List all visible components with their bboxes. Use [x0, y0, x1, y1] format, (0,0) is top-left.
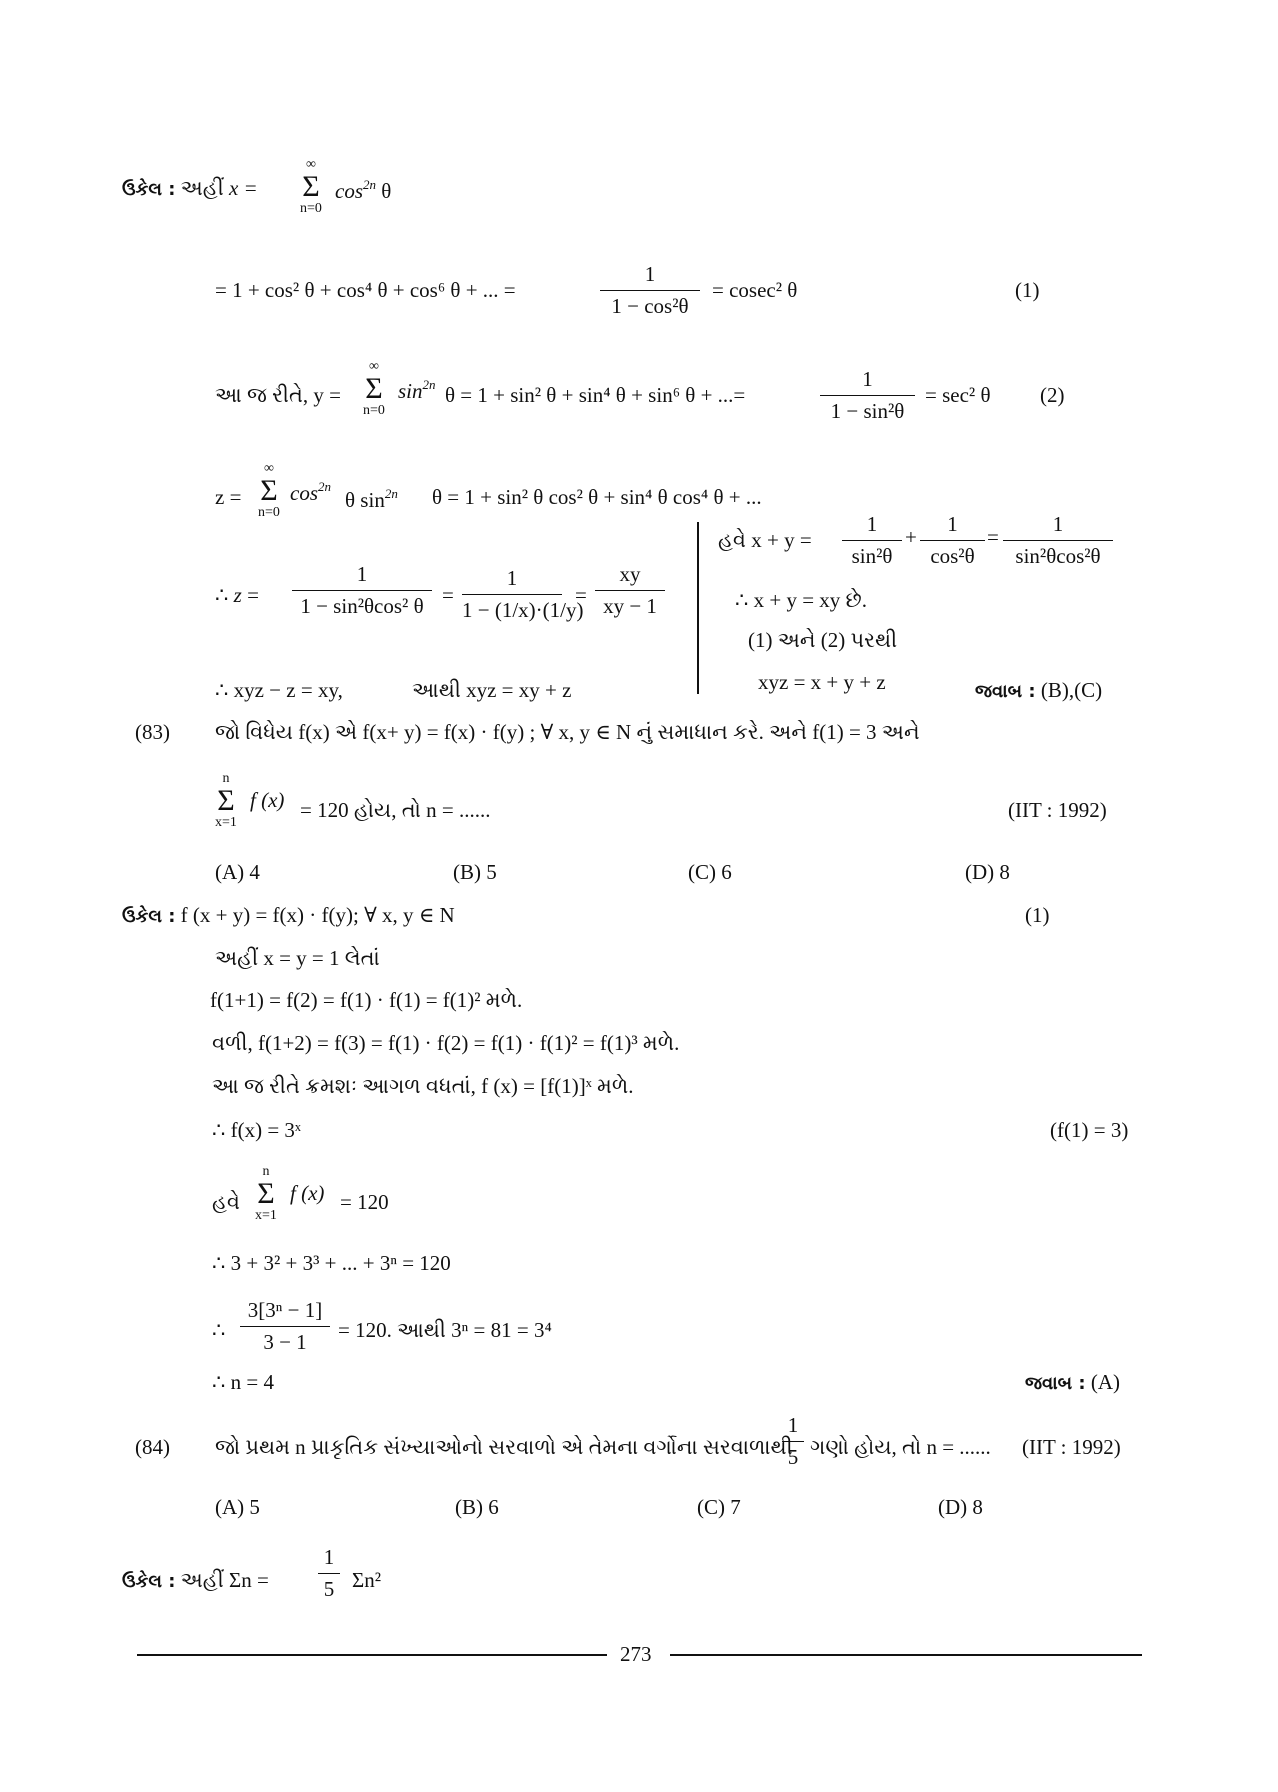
side-frac-c	[1003, 512, 1113, 569]
sum-z	[258, 462, 280, 520]
cos-term: $\cos^{2n}$	[290, 479, 331, 505]
equation-tag-2: (2)	[1040, 383, 1065, 407]
sol83-sum	[255, 1165, 277, 1223]
q84-option-a: (A) 5	[215, 1495, 260, 1519]
sol83-l7-lead: હવે	[212, 1190, 241, 1214]
answer-83	[1025, 1372, 1120, 1393]
sum-z-top: ∞	[263, 461, 274, 476]
sum-x	[300, 158, 322, 216]
x-frac-num: 1	[644, 262, 656, 286]
frac-bar	[1003, 540, 1113, 541]
page-number: 273	[620, 1642, 652, 1666]
frac-bar	[462, 594, 562, 595]
q84-frac-num: 1	[787, 1413, 799, 1437]
sol84-fraction	[318, 1545, 340, 1602]
q83-tail: = 120 હોય, તો n = ......	[300, 798, 491, 822]
side-line-1: હવે x + y =	[718, 528, 812, 552]
equals-sign: =	[575, 583, 587, 607]
q84-option-d: (D) 8	[938, 1495, 983, 1519]
side-line-4: xyz = x + y + z	[758, 670, 886, 694]
xyz-line: ∴ xyz − z = xy,	[215, 678, 343, 702]
y-result: = sec² θ	[925, 383, 991, 407]
solution-label-text: ઉકેલ :	[122, 179, 176, 200]
sol83-l3: f(1+1) = f(2) = f(1) · f(1) = f(1)² મળે.	[210, 988, 523, 1012]
q83-option-a: (A) 4	[215, 860, 260, 884]
sol83-l8: ∴ 3 + 3² + 3³ + ... + 3ⁿ = 120	[212, 1251, 451, 1275]
cos-word: cos	[335, 179, 363, 203]
sum-y-bottom: n=0	[363, 403, 385, 418]
sol83-l1	[122, 905, 455, 926]
theta: θ	[381, 179, 392, 203]
footer-rule-right	[670, 1654, 1142, 1656]
sol83-l1-text: f (x + y) = f(x) · f(y); ∀ x, y ∈ N	[180, 903, 455, 927]
side-line-3: (1) અને (2) પરથી	[748, 628, 898, 652]
y-frac-den: 1 − sin²θ	[830, 399, 905, 423]
sol83-l5: આ જ રીતે ક્રમશઃ આગળ વધતાં, f (x) = [f(1)]ˣ મળે.	[212, 1074, 634, 1098]
q83-option-c: (C) 6	[688, 860, 732, 884]
z-fraction-1	[292, 562, 432, 619]
frac-bar	[842, 540, 902, 541]
frac-bar	[820, 395, 915, 396]
q83-sum-expr	[250, 790, 284, 811]
y-lead: આ જ રીતે, y =	[215, 383, 341, 407]
equation-tag-1: (1)	[1015, 278, 1040, 302]
z-mid: θ $\sin^{2n}$	[345, 486, 398, 512]
z-lead: z =	[215, 485, 242, 509]
sol83-sum-top: n	[262, 1164, 270, 1179]
x-fraction	[600, 262, 700, 319]
question-83-number: (83)	[135, 720, 170, 744]
question-84-number: (84)	[135, 1435, 170, 1459]
sum-sign: Σ	[365, 372, 383, 405]
frac-bar	[595, 590, 665, 591]
sum-sign: Σ	[260, 474, 278, 507]
side-frac-b	[920, 512, 985, 569]
q84-option-b: (B) 6	[455, 1495, 499, 1519]
q84-fraction	[782, 1413, 804, 1470]
sum-y	[363, 360, 385, 418]
side-frac-a-den: sin²θ	[851, 544, 893, 568]
solution-label-text: ઉકેલ :	[122, 906, 176, 927]
sum-x-top: ∞	[305, 157, 316, 172]
answer-82-value: (B),(C)	[1040, 678, 1103, 702]
q83-option-b: (B) 5	[453, 860, 497, 884]
sol83-l9-tail: = 120. આથી 3ⁿ = 81 = 3⁴	[338, 1318, 552, 1342]
question-84-text-a: જો પ્રથમ n પ્રાકૃતિક સંખ્યાઓનો સરવાળો એ તેમના વર્ગોના સરવાળાથી	[215, 1435, 793, 1459]
question-84-text-b: ગણો હોય, તો n = ......	[810, 1435, 991, 1459]
q83-option-d: (D) 8	[965, 860, 1010, 884]
sum-sign: Σ	[217, 784, 235, 817]
therefore-sign: ∴	[212, 1318, 226, 1342]
sol83-frac-den: 3 − 1	[263, 1330, 307, 1354]
sol83-frac-num: 3[3ⁿ − 1]	[247, 1298, 323, 1322]
sum-sign: Σ	[257, 1177, 275, 1210]
sol83-fx: f (x)	[290, 1181, 325, 1205]
sol83-l4: વળી, f(1+2) = f(3) = f(1) · f(2) = f(1) · f(1)² = f(1)³ મળે.	[212, 1031, 680, 1055]
frac-bar	[600, 290, 700, 291]
sol83-tag-1: (1)	[1025, 903, 1050, 927]
side-frac-c-num: 1	[1052, 512, 1064, 536]
frac-bar	[920, 540, 985, 541]
q84-option-c: (C) 7	[697, 1495, 741, 1519]
sol84-frac-num: 1	[323, 1545, 335, 1569]
question-83-text: જો વિધેય f(x) એ f(x+ y) = f(x) · f(y) ; ∀ x, y ∈ N નું સમાધાન કરે. અને f(1) = 3 અને	[215, 720, 920, 744]
theta-sin: θ sin	[345, 488, 385, 512]
equals-sign: =	[987, 525, 999, 549]
answer-82	[975, 680, 1102, 701]
z-frac-num: 1	[356, 562, 368, 586]
x-var: x =	[228, 176, 258, 200]
sum-z-bottom: n=0	[258, 505, 280, 520]
side-line-2: ∴ x + y = xy છે.	[735, 588, 868, 612]
sol84-frac-den: 5	[323, 1577, 335, 1601]
side-frac-c-den: sin²θcos²θ	[1015, 544, 1101, 568]
z-frac2-num: 1	[506, 566, 518, 590]
side-frac-b-num: 1	[947, 512, 958, 536]
sol83-l6: ∴ f(x) = 3ˣ	[212, 1118, 302, 1142]
x-expansion: = 1 + cos² θ + cos⁴ θ + cos⁶ θ + ... =	[215, 278, 516, 302]
q84-source: (IIT : 1992)	[1022, 1435, 1121, 1459]
side-divider	[697, 522, 699, 694]
q83-source: (IIT : 1992)	[1008, 798, 1107, 822]
frac-bar	[292, 590, 432, 591]
here-word: અહીં	[180, 176, 224, 200]
sol83-fraction	[240, 1298, 330, 1355]
z-frac2-den: 1 − (1/x)·(1/y)	[462, 598, 584, 622]
frac-bar	[240, 1326, 330, 1327]
frac-bar	[318, 1573, 340, 1574]
sol83-sum-bottom: x=1	[255, 1208, 277, 1223]
answer-83-value: (A)	[1090, 1370, 1120, 1394]
q83-sum	[215, 772, 237, 830]
x-frac-den: 1 − cos²θ	[611, 294, 689, 318]
x-sum-expr	[335, 178, 391, 202]
sum-y-top: ∞	[368, 359, 379, 374]
z-expansion: θ = 1 + sin² θ cos² θ + sin⁴ θ cos⁴ θ + ...	[432, 485, 762, 509]
sol84-lead: અહીં Σn =	[180, 1568, 269, 1592]
frac-bar	[782, 1441, 804, 1442]
side-frac-a	[842, 512, 902, 569]
cos-exp: 2n	[363, 177, 376, 192]
y-frac-num: 1	[862, 367, 873, 391]
footer-rule-left	[137, 1654, 607, 1656]
y-expansion: θ = 1 + sin² θ + sin⁴ θ + sin⁶ θ + ...=	[445, 383, 746, 407]
z-frac-den: 1 − sin²θcos² θ	[300, 594, 424, 618]
side-frac-b-den: cos²θ	[930, 544, 975, 568]
sol83-l2: અહીં x = y = 1 લેતાં	[215, 946, 380, 970]
q83-sum-bottom: x=1	[215, 815, 237, 830]
z-frac3-den: xy − 1	[603, 594, 657, 618]
sum-sign: Σ	[302, 170, 320, 203]
sin-term: $\sin^{2n}$	[398, 377, 436, 403]
side-frac-a-num: 1	[866, 512, 878, 536]
sum-x-bottom: n=0	[300, 201, 322, 216]
x-result: = cosec² θ	[712, 278, 798, 302]
q84-frac-den: 5	[787, 1445, 799, 1469]
sol83-tag-f1: (f(1) = 3)	[1050, 1118, 1129, 1142]
xyz-line-2: આથી xyz = xy + z	[412, 678, 572, 702]
solution-label-text: ઉકેલ :	[122, 1571, 176, 1592]
sol84-tail: Σn²	[352, 1568, 382, 1592]
sol83-l10: ∴ n = 4	[212, 1370, 274, 1394]
answer-label: જવાબ :	[975, 681, 1036, 702]
q83-sum-top: n	[222, 771, 230, 786]
q83-fx: f (x)	[250, 788, 285, 812]
solution-label	[122, 178, 258, 199]
z-frac3-num: xy	[619, 562, 641, 586]
therefore-z: ∴ z =	[215, 583, 259, 607]
sol83-l7-tail: = 120	[340, 1190, 389, 1214]
answer-label: જવાબ :	[1025, 1373, 1086, 1394]
z-fraction-2	[462, 566, 584, 623]
sol84-line	[122, 1570, 269, 1591]
sol83-sum-expr	[290, 1183, 324, 1204]
plus-sign: +	[905, 525, 917, 549]
y-fraction	[820, 367, 915, 424]
z-fraction-3	[595, 562, 665, 619]
equals-sign: =	[442, 583, 454, 607]
